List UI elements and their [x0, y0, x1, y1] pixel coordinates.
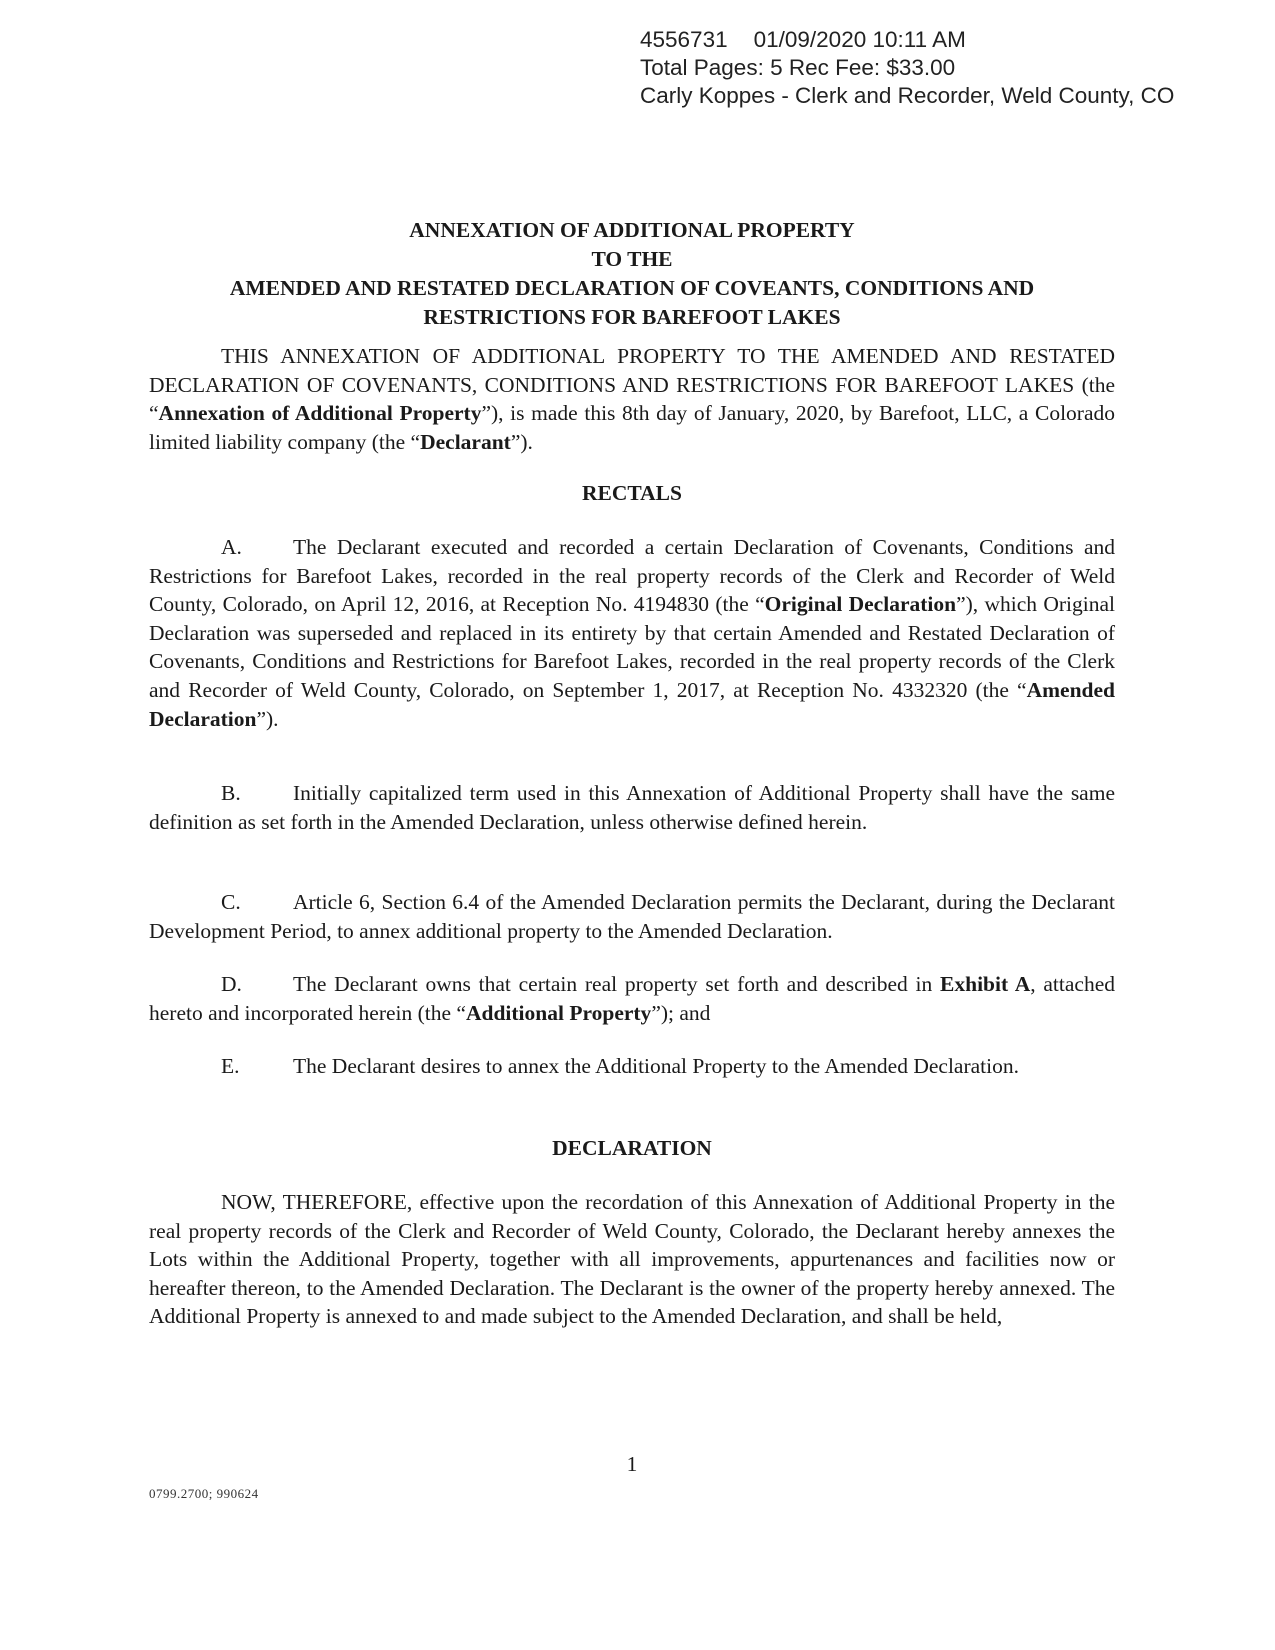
defined-term: Annexation of Additional Property: [158, 401, 482, 426]
recital-d: D. The Declarant owns that certain real property set forth and described in Exhibit A, attached hereto and incorporated herein (the “Additional Property”); and: [149, 972, 1115, 1025]
recital-b: B. Initially capitalized term used in this Annexation of Additional Property shall have the same definition as set forth in the Amended Declaration, unless otherwise defined herein.: [149, 781, 1115, 834]
recital-a: A. The Declarant executed and recorded a certain Declaration of Covenants, Conditions and Restrictions for Barefoot Lakes, recorded in the real property records of the Clerk and Recorder of Weld County, Colorado, on April 12, 2016, at Reception No. 4194830 (the “Original Declaration”), which Original Declaration was superseded and replaced in its entirety by that certain Amended and Restated Declaration of Covenants, Conditions and Restrictions for Barefoot Lakes, recorded in the real property records of the Clerk and Recorder of Weld County, Colorado, on September 1, 2017, at Reception No. 4332320 (the “Amended Declaration”).: [149, 535, 1115, 731]
stamp-pages-fee: Total Pages: 5 Rec Fee: $33.00: [640, 55, 956, 80]
page-number: 1: [626, 1452, 638, 1476]
recording-datetime: 01/09/2020 10:11 AM: [753, 27, 966, 52]
declaration-heading: DECLARATION: [552, 1136, 712, 1160]
title-line-2: TO THE: [591, 247, 673, 271]
defined-term: Exhibit A: [940, 972, 1031, 996]
recital-letter: D.: [221, 972, 242, 996]
recital-letter: E.: [221, 1054, 240, 1078]
stamp-recorder: Carly Koppes - Clerk and Recorder, Weld County, CO: [640, 83, 1175, 108]
defined-term: Additional Property: [465, 1000, 652, 1025]
title-line-3: AMENDED AND RESTATED DECLARATION OF COVEANTS, CONDITIONS AND: [229, 276, 1035, 300]
recording-stamp: [640, 26, 1174, 110]
recital-letter: C.: [221, 890, 241, 914]
recital-e: E. The Declarant desires to annex the Additional Property to the Amended Declaration.: [149, 1052, 1115, 1081]
title-line-4: RESTRICTIONS FOR BAREFOOT LAKES: [423, 305, 841, 329]
defined-term: Declarant: [420, 429, 511, 454]
recital-c: C. Article 6, Section 6.4 of the Amended Declaration permits the Declarant, during the Declarant Development Period, to annex additional property to the Amended Declaration.: [149, 890, 1115, 943]
stamp-line-1: [640, 26, 1174, 54]
recital-letter: B.: [221, 781, 241, 805]
intro-paragraph: THIS ANNEXATION OF ADDITIONAL PROPERTY TO THE AMENDED AND RESTATED DECLARATION OF COVENANTS, CONDITIONS AND RESTRICTIONS FOR BAREFOOT LAKES (the “Annexation of Additional Property”), is made this 8th day of January, 2020, by Barefoot, LLC, a Colorado limited liability company (the “Declarant”).: [149, 344, 1115, 454]
document-title: [149, 216, 1115, 332]
reception-number: 4556731: [640, 27, 728, 52]
title-line-1: ANNEXATION OF ADDITIONAL PROPERTY: [409, 218, 855, 242]
recital-letter: A.: [221, 535, 242, 559]
document-footer-code: 0799.2700; 990624: [149, 1486, 259, 1501]
defined-term: Amended Declaration: [149, 677, 1115, 731]
declaration-paragraph: NOW, THEREFORE, effective upon the recordation of this Annexation of Additional Property in the real property records of the Clerk and Recorder of Weld County, Colorado, the Declarant hereby annexes the Lots within the Additional Property, together with all improvements, appurtenances and facilities now or hereafter thereon, to the Amended Declaration. The Declarant is the owner of the property hereby annexed. The Additional Property is annexed to and made subject to the Amended Declaration, and shall be held,: [149, 1190, 1115, 1329]
defined-term: Original Declaration: [764, 592, 957, 617]
recitals-heading: RECTALS: [582, 481, 682, 505]
